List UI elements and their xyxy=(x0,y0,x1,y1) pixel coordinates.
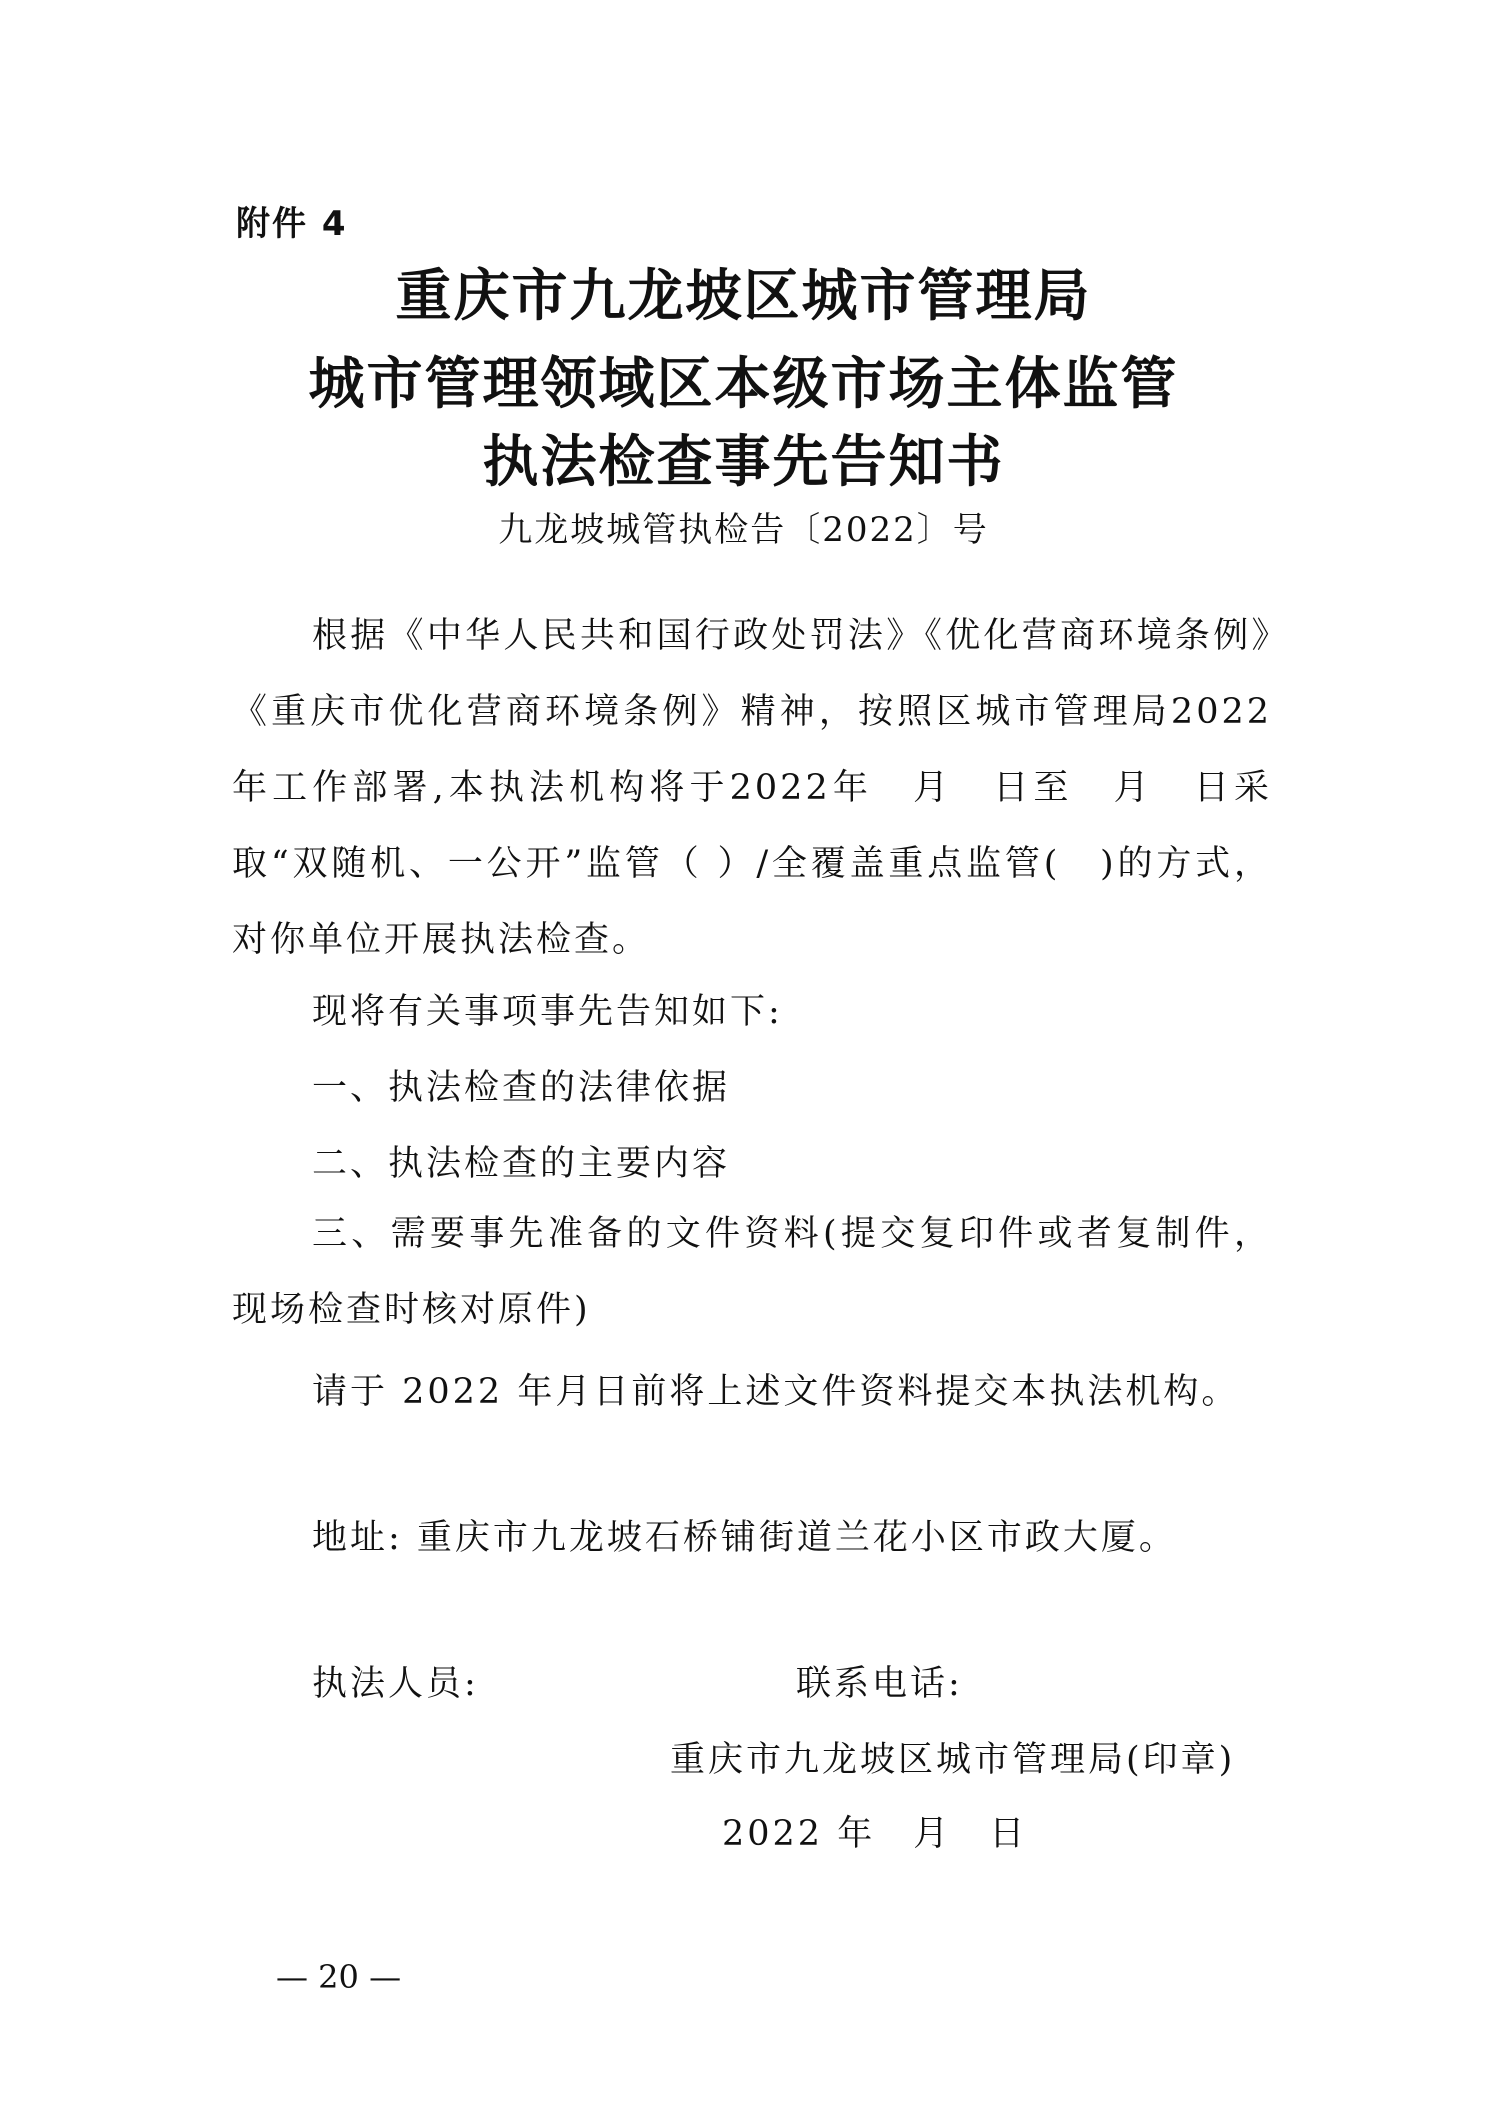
document-title-line-1: 重庆市九龙坡区城市管理局 xyxy=(395,263,1092,329)
notice-line: 现将有关事项事先告知如下: xyxy=(312,992,783,1032)
issuer-seal-line: 重庆市九龙坡区城市管理局(印章) xyxy=(670,1740,1236,1780)
attachment-label: 附件 4 xyxy=(236,204,348,244)
address-line: 地址: 重庆市九龙坡石桥铺街道兰花小区市政大厦。 xyxy=(312,1518,1177,1558)
issue-date: 2022 年 月 日 xyxy=(722,1814,1028,1854)
item-required-documents: 三、需要事先准备的文件资料(提交复印件或者复制件，现场检查时核对原件) xyxy=(232,1214,1272,1330)
deadline-line: 请于 2022 年月日前将上述文件资料提交本执法机构。 xyxy=(312,1372,1240,1412)
page-number: — 20 — xyxy=(276,1958,402,1996)
document-number: 九龙坡城管执检告〔2022〕号 xyxy=(498,510,989,550)
document-title-line-2: 城市管理领域区本级市场主体监管 xyxy=(308,351,1179,417)
item-legal-basis: 一、执法检查的法律依据 xyxy=(312,1068,731,1108)
item-main-content: 二、执法检查的主要内容 xyxy=(312,1144,731,1184)
intro-paragraph: 根据《中华人民共和国行政处罚法》《优化营商环境条例》《重庆市优化营商环境条例》精神，按照区城市管理局2022年工作部署,本执法机构将于2022年 月 日至 月 日采取“双随机、一公开”监管（ ）/全覆盖重点监管( )的方式，对你单位开展执法检查。 xyxy=(232,616,1272,960)
document-title-line-3: 执法检查事先告知书 xyxy=(482,429,1005,495)
phone-label: 联系电话: xyxy=(796,1664,963,1704)
officer-label: 执法人员: xyxy=(312,1664,479,1704)
